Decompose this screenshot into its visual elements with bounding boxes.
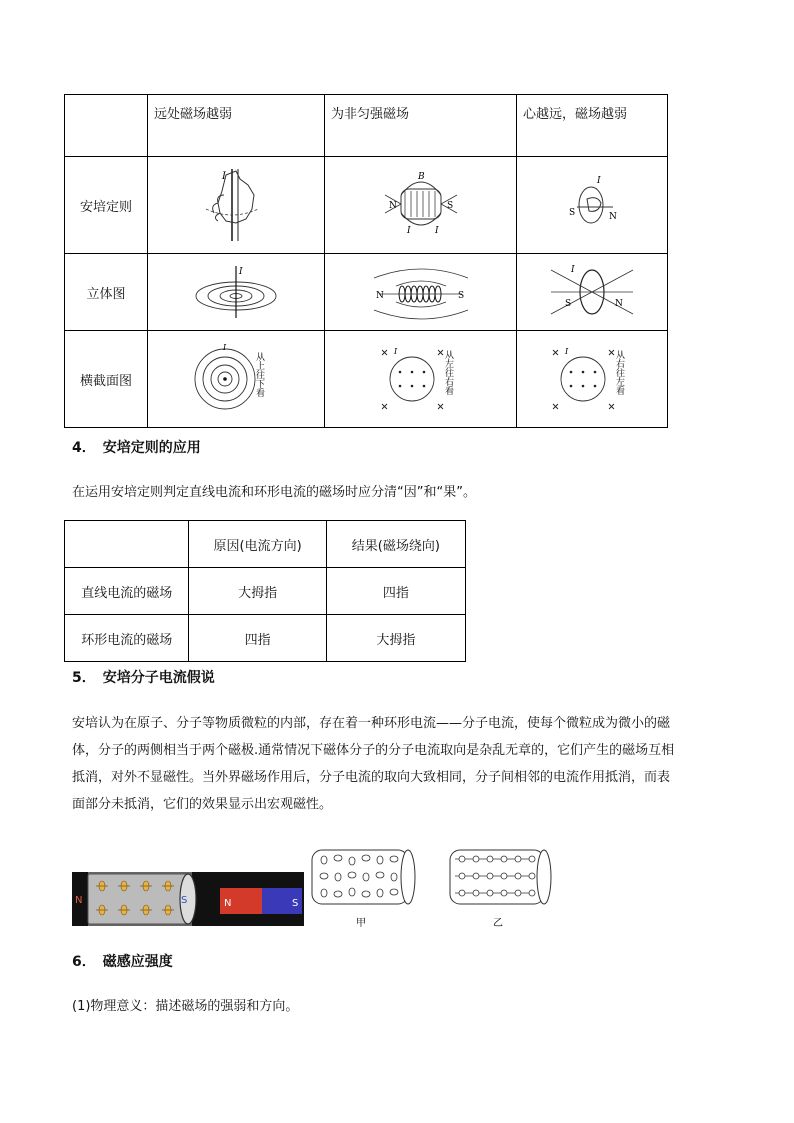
- section5-line: 安培认为在原子、分子等物质微粒的内部，存在着一种环形电流——分子电流，使每个微粒成为微小的磁: [72, 716, 671, 731]
- section5-heading: 5． 安培分子电流假说: [72, 670, 215, 686]
- row-label-ampere-rule: 安培定则: [65, 157, 148, 254]
- svg-text:S: S: [569, 208, 576, 218]
- svg-text:S: S: [181, 895, 188, 906]
- table2-row-straight-label: 直线电流的磁场: [65, 568, 189, 615]
- svg-text:S: S: [565, 299, 572, 309]
- svg-text:I: I: [239, 267, 243, 277]
- table1-header-straight: 远处磁场越弱: [148, 95, 325, 157]
- svg-text:I: I: [565, 347, 569, 356]
- svg-text:I: I: [597, 176, 601, 186]
- svg-text:I: I: [223, 344, 227, 352]
- table2-header-blank: [65, 521, 189, 568]
- svg-text:N: N: [615, 299, 623, 309]
- svg-text:N: N: [388, 201, 397, 211]
- solenoid-cross-section: [325, 331, 517, 428]
- solenoid-3d-diagram: [325, 254, 517, 331]
- row-label-3d-view: 立体图: [65, 254, 148, 331]
- table2-row-straight-effect: 四指: [326, 568, 465, 615]
- svg-text:从上往下看: 从上往下看: [254, 352, 264, 397]
- straight-wire-3d-diagram: [148, 254, 325, 331]
- magnetic-field-table: [64, 94, 668, 428]
- svg-text:I: I: [406, 226, 411, 236]
- svg-text:N: N: [224, 898, 232, 909]
- svg-text:乙: 乙: [493, 918, 503, 929]
- table1-header-blank: [65, 95, 148, 157]
- table2-row-straight-cause: 大拇指: [189, 568, 326, 615]
- svg-text:N: N: [75, 895, 83, 906]
- svg-text:I: I: [571, 265, 575, 275]
- svg-text:从左往右看: 从左往右看: [442, 350, 453, 395]
- table2-header-cause: 原因(电流方向): [189, 521, 326, 568]
- svg-text:I: I: [222, 171, 226, 182]
- svg-text:I: I: [393, 347, 397, 356]
- table1-header-loop: 心越远，磁场越弱: [517, 95, 668, 157]
- table2-row-loop-cause: 四指: [189, 615, 326, 662]
- svg-text:从右往左看: 从右往左看: [614, 350, 624, 395]
- table2-row-loop-effect: 大拇指: [326, 615, 465, 662]
- loop-3d-diagram: [517, 254, 668, 331]
- section4-heading: 4． 安培定则的应用: [72, 440, 201, 456]
- cause-effect-table: [64, 520, 466, 662]
- loop-cross-section: [517, 331, 668, 428]
- row-label-cross-section: 横截面图: [65, 331, 148, 428]
- section6-heading: 6． 磁感应强度: [72, 954, 173, 970]
- section5-line: 体，分子的两侧相当于两个磁极.通常情况下磁体分子的分子电流取向是杂乱无章的，它们产生的磁场互相: [72, 743, 675, 758]
- section5-paragraph: [72, 710, 732, 818]
- section6-item1: (1)物理意义：描述磁场的强弱和方向。: [72, 999, 299, 1014]
- section4-intro: 在运用安培定则判定直线电流和环形电流的磁场时应分清“因”和“果”。: [72, 485, 476, 500]
- table2-row-loop-label: 环形电流的磁场: [65, 615, 189, 662]
- loop-hand-diagram: [517, 157, 668, 254]
- molecular-current-figure: [72, 846, 552, 930]
- svg-text:B: B: [417, 172, 425, 182]
- svg-text:S: S: [457, 291, 464, 301]
- svg-text:I: I: [434, 226, 439, 236]
- straight-wire-cross-section: [148, 331, 325, 428]
- section5-line: 抵消，对外不显磁性。当外界磁场作用后，分子电流的取向大致相同，分子间相邻的电流作用抵消，而表: [72, 770, 671, 785]
- svg-text:N: N: [375, 291, 384, 301]
- svg-text:甲: 甲: [356, 918, 366, 929]
- svg-text:N: N: [609, 212, 617, 222]
- section5-line: 面部分未抵消，它们的效果显示出宏观磁性。: [72, 797, 333, 812]
- solenoid-hand-diagram: [325, 157, 517, 254]
- svg-text:S: S: [446, 201, 453, 211]
- table2-header-effect: 结果(磁场绕向): [326, 521, 465, 568]
- table1-header-solenoid: 为非匀强磁场: [325, 95, 517, 157]
- svg-text:S: S: [292, 898, 299, 909]
- straight-wire-hand-diagram: [148, 157, 325, 254]
